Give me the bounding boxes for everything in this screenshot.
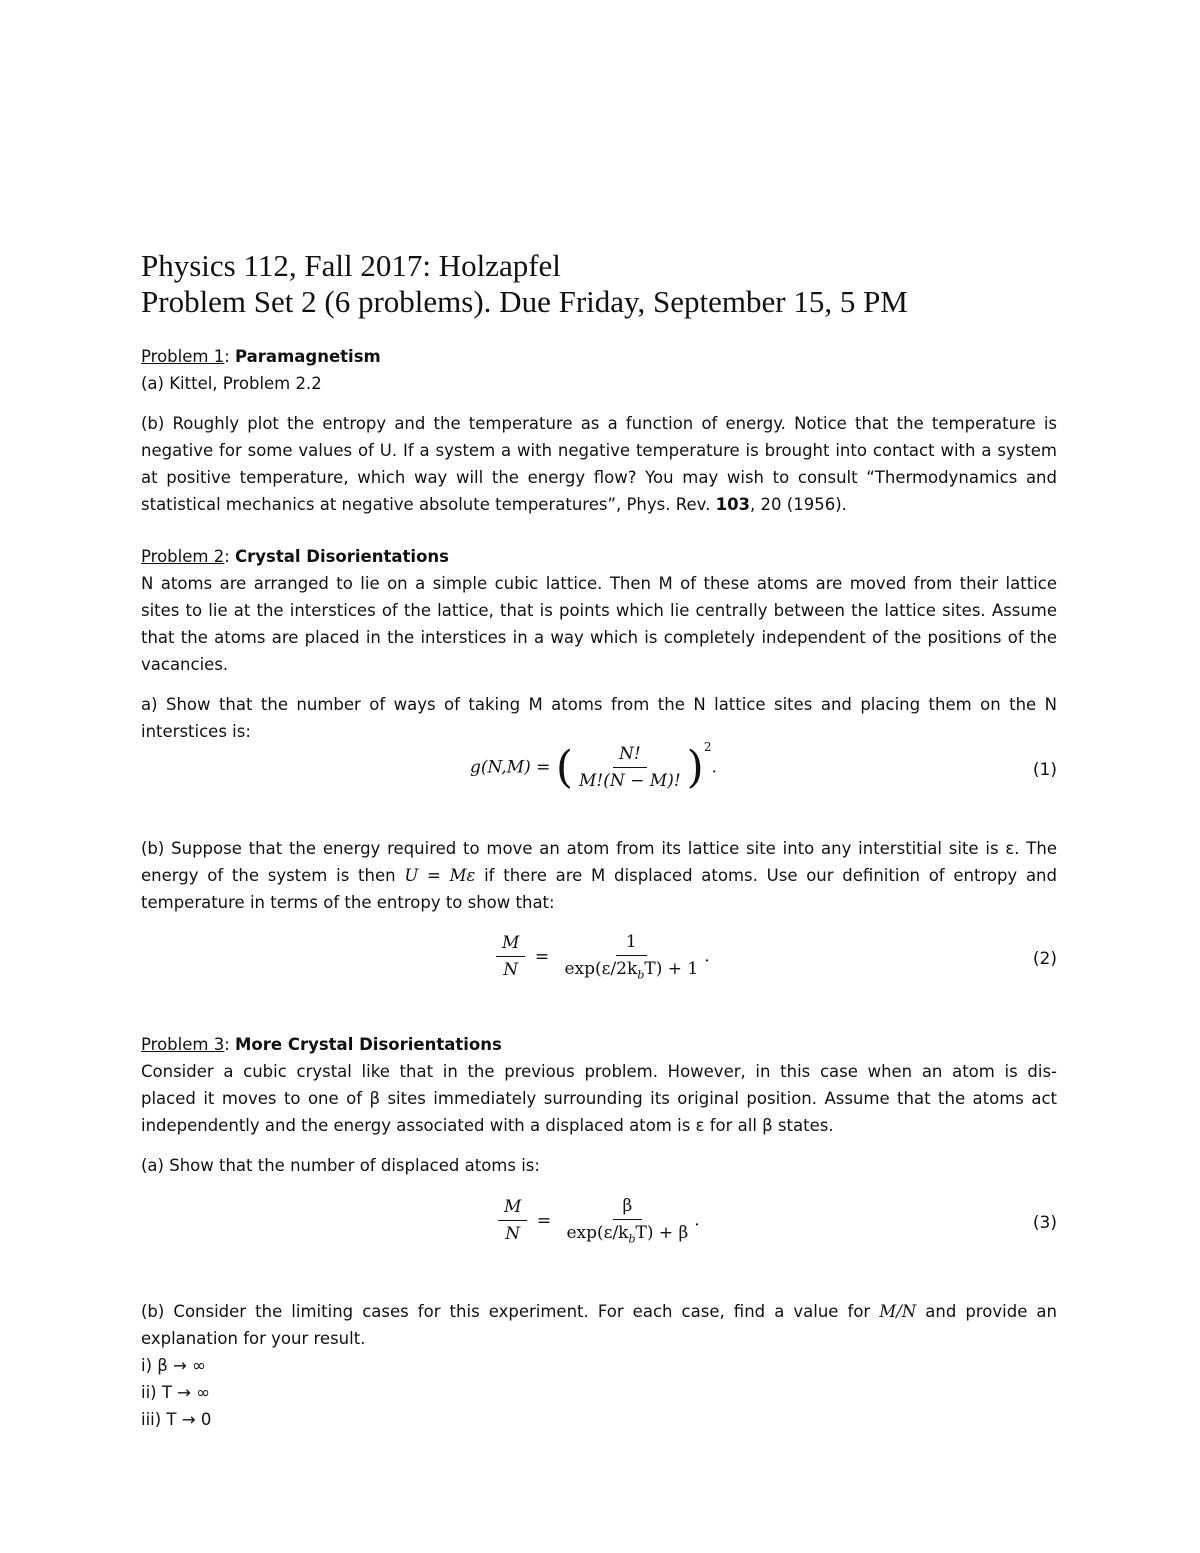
text-line: N atoms are arranged to lie on a simple cubic lattice. Then M of these atoms are moved from their lattice (141, 574, 1057, 593)
equation-2-rhs: $\frac{1}{\exp(\varepsilon/2k_bT) + 1}$ (564, 932, 699, 982)
equation-2-lhs: $\frac{M}{N}$ (496, 933, 525, 980)
right-paren: ) (686, 742, 704, 793)
equation-3-number: (3) (1032, 1213, 1057, 1233)
problem-3-part-b (141, 1298, 1057, 1433)
problem-1-label: Problem 1 (141, 347, 225, 366)
equation-3: $\frac{M}{N}$ = $\frac{\beta}{\exp(\varepsilon/k_bT) + \beta}$ . (498, 1196, 700, 1245)
limiting-case-ii: ii) T → ∞ (141, 1383, 210, 1402)
problem-set-heading: Problem Set 2 (6 problems). Due Friday, September 15, 5 PM (141, 284, 908, 319)
problem-1-part-a: (a) Kittel, Problem 2.2 (141, 374, 322, 393)
limiting-case-i: i) β → ∞ (141, 1356, 206, 1375)
problem-2-heading: Problem 2: Crystal Disorientations (141, 547, 449, 566)
text-line: (a) Show that the number of displaced atoms is: (141, 1156, 540, 1175)
problem-2-part-a (141, 691, 1057, 745)
problem-1-title: Paramagnetism (235, 347, 381, 366)
text-line: explanation for your result. (141, 1329, 366, 1348)
text-line: (b) Suppose that the energy required to move an atom from its lattice site into any interstitial site is ε. The (141, 839, 1057, 858)
equation-2: $\frac{M}{N}$ = $\frac{1}{\exp(\varepsilon/2k_bT) + 1}$ . (496, 932, 710, 981)
text-line: (b) Roughly plot the entropy and the temperature as a function of energy. Notice that the temperature is (141, 414, 1057, 433)
document-title (141, 248, 908, 320)
problem-2-title: Crystal Disorientations (235, 547, 449, 566)
text-line: negative for some values of U. If a system a with negative temperature is brought into contact with a system (141, 441, 1057, 460)
problem-1 (141, 343, 1057, 397)
problem-1-heading: Problem 1: Paramagnetism (141, 347, 381, 366)
equation-1-lhs: g(N,M) = (470, 757, 551, 778)
citation-text: statistical mechanics at negative absolute temperatures”, Phys. Rev. (141, 495, 716, 514)
text-line: a) Show that the number of ways of taking M atoms from the N lattice sites and placing them on the N (141, 695, 1057, 714)
problem-3-part-a (141, 1152, 1057, 1179)
equation-2-number: (2) (1032, 949, 1057, 969)
text-line: that the atoms are placed in the interstices in a way which is completely independent of the positions of the (141, 628, 1057, 647)
text-line (141, 491, 1057, 518)
equation-1-exponent: 2 (703, 740, 712, 755)
problem-3 (141, 1031, 1057, 1139)
text-line: temperature in terms of the entropy to show that: (141, 893, 555, 912)
problem-2-label: Problem 2 (141, 547, 225, 566)
equation-1-denominator: M!(N − M)! (578, 771, 681, 791)
equation-3-rhs: $\frac{\beta}{\exp(\varepsilon/k_bT) + \beta}$ (566, 1196, 689, 1246)
citation-text: , 20 (1956). (750, 495, 847, 514)
equation-1: g(N,M) = ( $\frac{N!}{M!(N - M)!}$ )$^2$. (470, 740, 717, 793)
text-line: interstices is: (141, 722, 251, 741)
course-heading: Physics 112, Fall 2017: Holzapfel (141, 248, 561, 283)
inline-math: U = Mε (404, 866, 476, 885)
limiting-case-iii: iii) T → 0 (141, 1410, 212, 1429)
equation-3-lhs: $\frac{M}{N}$ (498, 1197, 527, 1244)
problem-2-part-b (141, 835, 1057, 916)
equation-1-numerator: N! (613, 744, 647, 768)
problem-3-heading: Problem 3: More Crystal Disorientations (141, 1035, 502, 1054)
citation-volume: 103 (715, 495, 751, 514)
equation-1-number: (1) (1032, 760, 1057, 780)
equation-1-fraction (573, 744, 687, 791)
text-line: Consider a cubic crystal like that in the previous problem. However, in this case when an atom is dis- (141, 1062, 1057, 1081)
text-line: independently and the energy associated with a displaced atom is ε for all β states. (141, 1116, 834, 1135)
problem-2 (141, 543, 1057, 678)
problem-1-part-b (141, 410, 1057, 518)
text-line: vacancies. (141, 655, 229, 674)
text-line: (b) Consider the limiting cases for this experiment. For each case, find a value for M/N and provide an (141, 1302, 1057, 1321)
problem-3-label: Problem 3 (141, 1035, 225, 1054)
text-line: placed it moves to one of β sites immediately surrounding its original position. Assume that the atoms act (141, 1089, 1057, 1108)
problem-3-title: More Crystal Disorientations (235, 1035, 502, 1054)
inline-math: M/N (879, 1302, 917, 1321)
text-line: at positive temperature, which way will the energy flow? You may wish to consult “Thermodynamics and (141, 468, 1057, 487)
text-line: sites to lie at the interstices of the lattice, that is points which lie centrally between the lattice sites. Assume (141, 601, 1057, 620)
text-line: energy of the system is then U = Mε if there are M displaced atoms. Use our definition of entropy and (141, 866, 1057, 885)
left-paren: ( (555, 742, 573, 793)
